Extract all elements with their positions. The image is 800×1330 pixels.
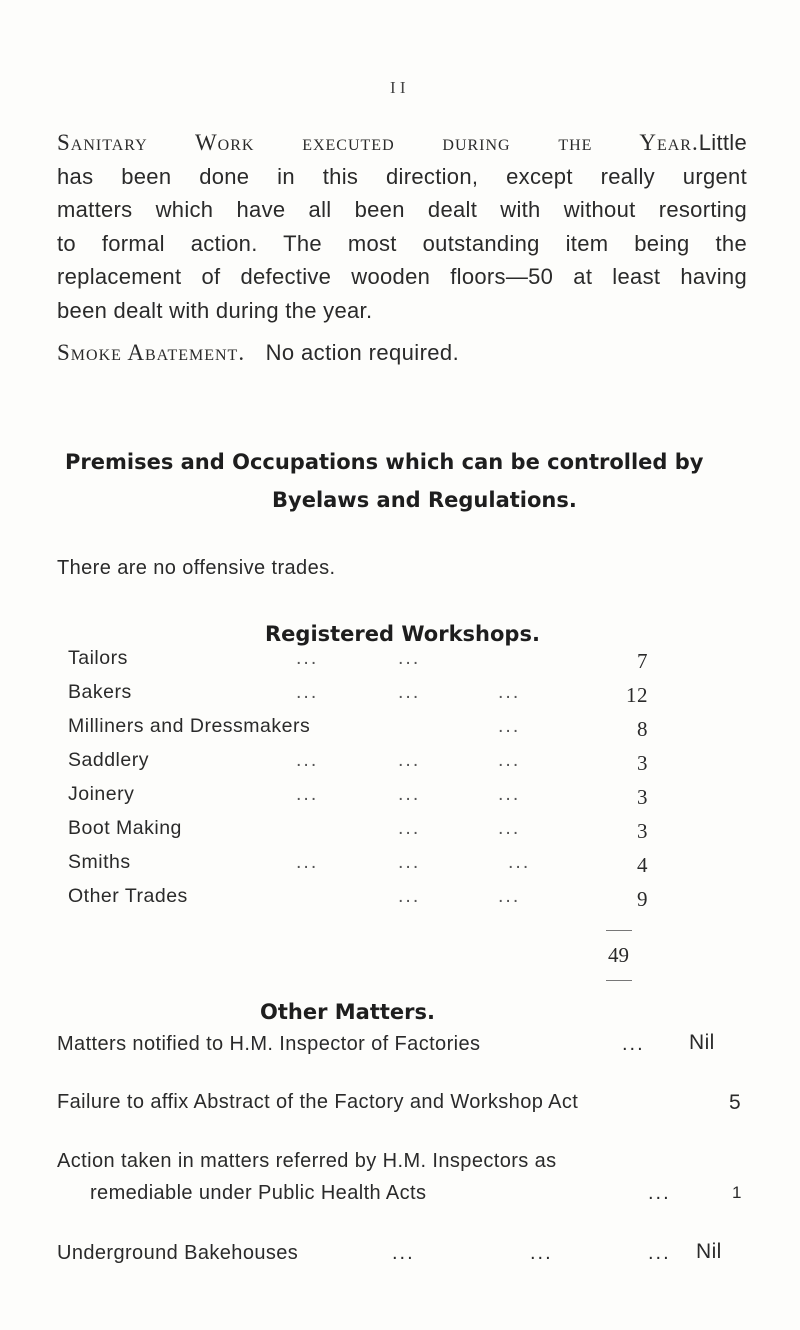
leader-dots: ... (296, 851, 319, 873)
total-rule-top (606, 930, 632, 931)
leader-dots: ... (498, 783, 521, 805)
leader-dots: ... (398, 749, 421, 771)
leader-dots: ... (648, 1242, 671, 1264)
workshop-label: Other Trades (68, 885, 188, 907)
sanitary-line-5: been dealt with during the year. (57, 297, 373, 323)
workshop-count: 3 (637, 785, 648, 809)
workshop-count: 12 (626, 683, 648, 707)
sanitary-first-line (57, 126, 747, 160)
workshop-count: 3 (637, 751, 648, 775)
page-number: I I (390, 78, 406, 97)
workshop-label: Smiths (68, 851, 131, 873)
other-matter-item-cont: remediable under Public Health Acts (90, 1182, 427, 1204)
leader-dots: ... (398, 817, 421, 839)
leader-dots: ... (296, 681, 319, 703)
sanitary-line-1: has been done in this direction, except really urgent (57, 163, 747, 189)
sanitary-work-paragraph (57, 126, 747, 327)
sanitary-line-0: Little (698, 130, 747, 155)
leader-dots: ... (398, 851, 421, 873)
other-matter-value: 1 (732, 1183, 742, 1202)
leader-dots: ... (392, 1242, 415, 1264)
offensive-trades-text: There are no offensive trades. (57, 557, 336, 579)
leader-dots: ... (398, 681, 421, 703)
other-matter-value: 5 (729, 1091, 742, 1114)
leader-dots: ... (498, 885, 521, 907)
workshop-row (68, 749, 648, 781)
sanitary-line-3: to formal action. The most outstanding item being the (57, 230, 747, 256)
leader-dots: ... (648, 1182, 671, 1204)
workshop-label: Bakers (68, 681, 132, 703)
smoke-abatement-title: Smoke Abatement. (57, 340, 246, 365)
total-rule-bottom (606, 980, 632, 981)
workshop-label: Joinery (68, 783, 135, 805)
workshop-row (68, 885, 648, 917)
premises-heading-line1: Premises and Occupations which can be controlled by (65, 450, 704, 474)
other-matter-value: Nil (689, 1031, 715, 1054)
sanitary-work-title: Sanitary Work executed during the Year. (57, 130, 699, 155)
leader-dots: ... (530, 1242, 553, 1264)
workshop-count: 3 (637, 819, 648, 843)
workshop-count: 9 (637, 887, 648, 911)
leader-dots: ... (498, 715, 521, 737)
leader-dots: ... (296, 783, 319, 805)
workshop-count: 4 (637, 853, 648, 877)
workshop-label: Boot Making (68, 817, 182, 839)
leader-dots: ... (398, 647, 421, 669)
leader-dots: ... (296, 647, 319, 669)
other-matters-heading: Other Matters. (260, 1000, 435, 1024)
workshop-row (68, 817, 648, 849)
leader-dots: ... (498, 681, 521, 703)
workshop-row (68, 783, 648, 815)
premises-heading-line2: Byelaws and Regulations. (272, 488, 577, 512)
workshop-label: Tailors (68, 647, 128, 669)
sanitary-line-4: replacement of defective wooden floors—50 at least having (57, 264, 747, 289)
other-matter-item: Underground Bakehouses (57, 1242, 299, 1264)
workshop-count: 8 (637, 717, 648, 741)
leader-dots: ... (498, 749, 521, 771)
leader-dots: ... (398, 885, 421, 907)
sanitary-line-2: matters which have all been dealt with without resorting (57, 197, 747, 222)
other-matter-item: Matters notified to H.M. Inspector of Factories (57, 1033, 481, 1055)
workshop-row (68, 715, 648, 747)
smoke-abatement (57, 340, 459, 366)
other-matter-item: Failure to affix Abstract of the Factory and Workshop Act (57, 1091, 579, 1113)
leader-dots: ... (622, 1033, 645, 1055)
workshops-heading: Registered Workshops. (265, 622, 540, 646)
leader-dots: ... (498, 817, 521, 839)
workshop-row (68, 681, 648, 713)
other-matter-item: Action taken in matters referred by H.M. Inspectors as (57, 1150, 557, 1172)
leader-dots: ... (296, 749, 319, 771)
leader-dots: ... (398, 783, 421, 805)
workshop-count: 7 (637, 649, 648, 673)
workshops-total: 49 (608, 943, 629, 967)
workshop-row (68, 851, 648, 883)
workshop-row (68, 647, 648, 679)
workshop-label: Milliners and Dressmakers (68, 715, 311, 737)
leader-dots: ... (508, 851, 531, 873)
smoke-abatement-text: No action required. (265, 340, 460, 365)
other-matter-value: Nil (696, 1240, 722, 1263)
workshop-label: Saddlery (68, 749, 149, 771)
